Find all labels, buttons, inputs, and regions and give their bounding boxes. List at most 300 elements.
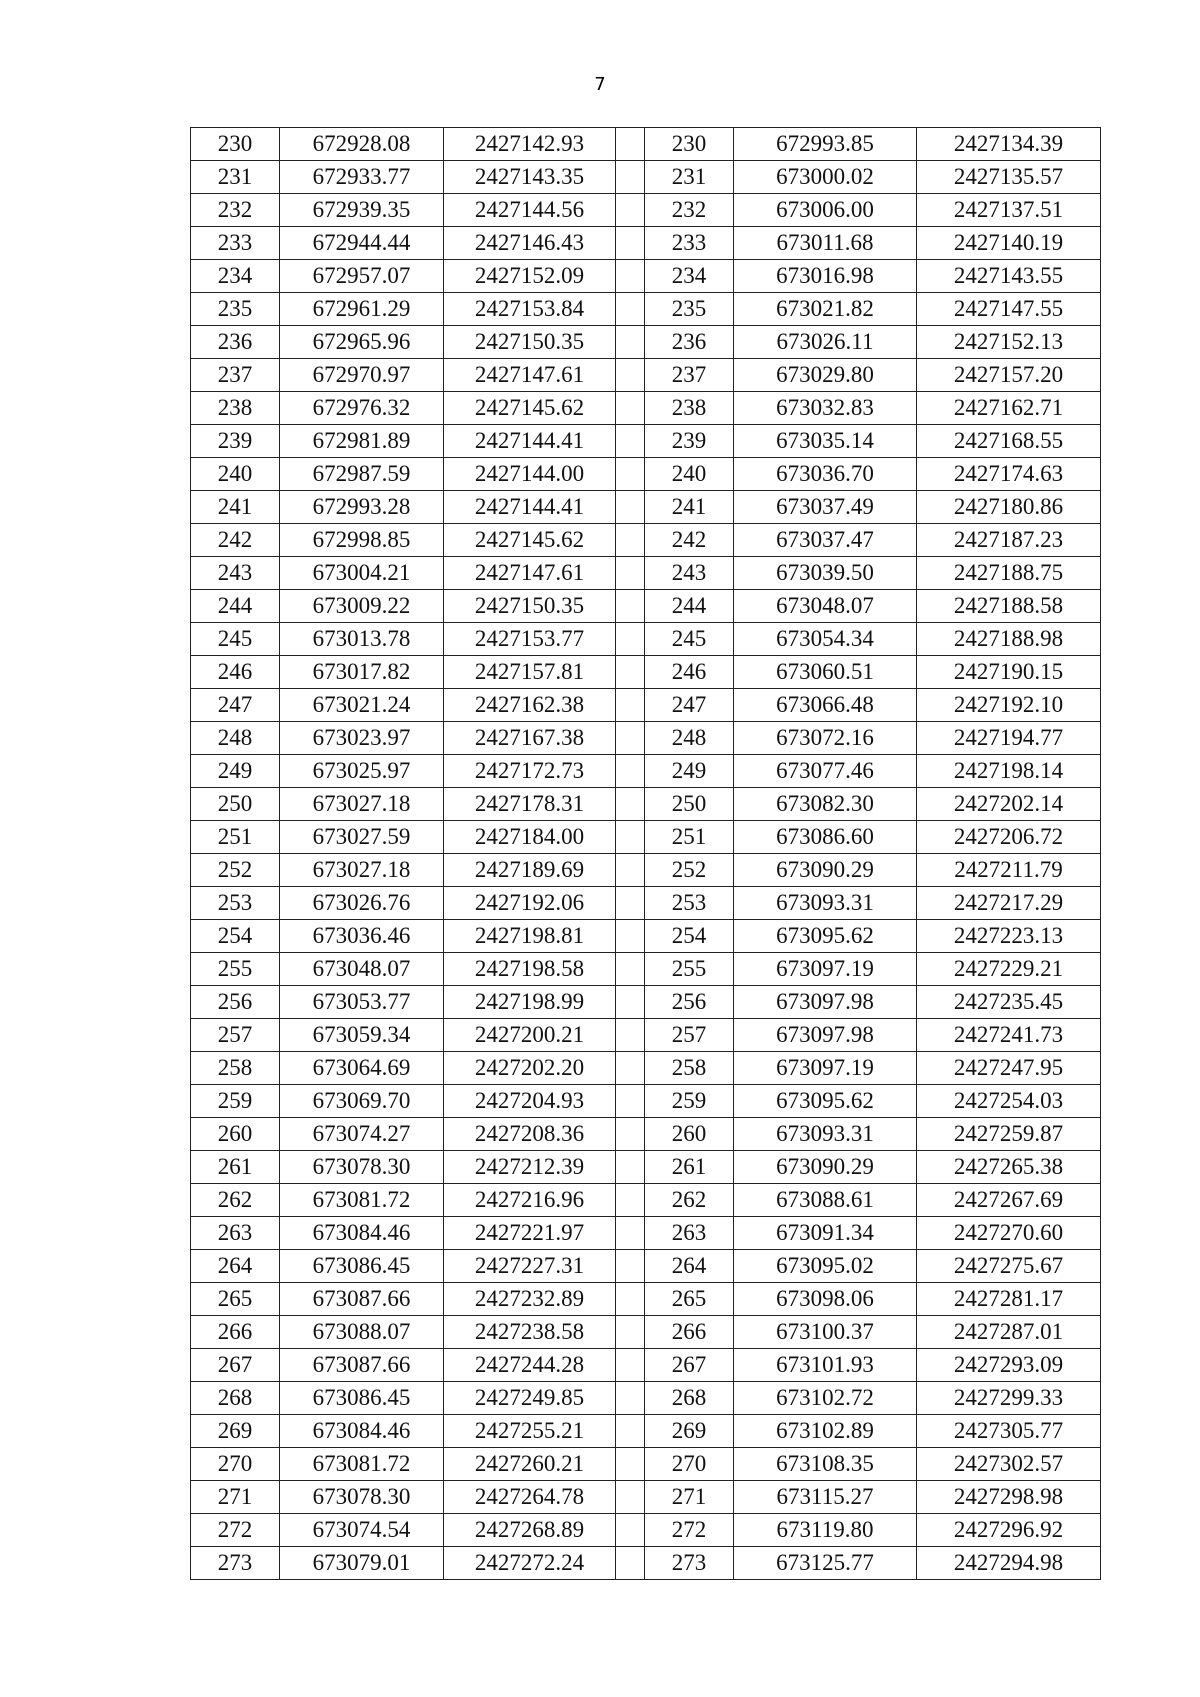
left-y-coordinate: 2427189.69 [444,854,616,887]
left-point-id: 244 [191,590,280,623]
right-y-coordinate: 2427152.13 [917,326,1101,359]
right-y-coordinate: 2427134.39 [917,128,1101,161]
separator-cell [616,1514,645,1547]
right-x-coordinate: 673108.35 [734,1448,917,1481]
left-x-coordinate: 672970.97 [280,359,444,392]
left-point-id: 255 [191,953,280,986]
right-point-id: 237 [645,359,734,392]
right-x-coordinate: 673066.48 [734,689,917,722]
table-row [191,722,1101,755]
right-x-coordinate: 673125.77 [734,1547,917,1580]
left-point-id: 259 [191,1085,280,1118]
right-x-coordinate: 673095.62 [734,920,917,953]
right-y-coordinate: 2427254.03 [917,1085,1101,1118]
left-point-id: 239 [191,425,280,458]
table-row [191,788,1101,821]
table-row [191,623,1101,656]
separator-cell [616,1118,645,1151]
right-point-id: 254 [645,920,734,953]
table-row [191,1514,1101,1547]
left-x-coordinate: 672928.08 [280,128,444,161]
left-x-coordinate: 673084.46 [280,1217,444,1250]
table-row [191,326,1101,359]
right-x-coordinate: 673021.82 [734,293,917,326]
left-x-coordinate: 673017.82 [280,656,444,689]
separator-cell [616,1283,645,1316]
left-x-coordinate: 673086.45 [280,1382,444,1415]
right-y-coordinate: 2427296.92 [917,1514,1101,1547]
right-x-coordinate: 673090.29 [734,1151,917,1184]
left-point-id: 235 [191,293,280,326]
separator-cell [616,1250,645,1283]
left-point-id: 240 [191,458,280,491]
right-x-coordinate: 673032.83 [734,392,917,425]
separator-cell [616,524,645,557]
right-y-coordinate: 2427293.09 [917,1349,1101,1382]
right-y-coordinate: 2427302.57 [917,1448,1101,1481]
separator-cell [616,1316,645,1349]
right-x-coordinate: 673016.98 [734,260,917,293]
right-point-id: 261 [645,1151,734,1184]
right-x-coordinate: 673006.00 [734,194,917,227]
right-y-coordinate: 2427188.75 [917,557,1101,590]
left-x-coordinate: 672961.29 [280,293,444,326]
right-point-id: 243 [645,557,734,590]
right-point-id: 269 [645,1415,734,1448]
left-x-coordinate: 673074.27 [280,1118,444,1151]
table-row [191,425,1101,458]
right-x-coordinate: 673026.11 [734,326,917,359]
right-point-id: 265 [645,1283,734,1316]
separator-cell [616,293,645,326]
right-point-id: 263 [645,1217,734,1250]
left-x-coordinate: 673074.54 [280,1514,444,1547]
left-y-coordinate: 2427147.61 [444,557,616,590]
separator-cell [616,227,645,260]
left-point-id: 254 [191,920,280,953]
left-x-coordinate: 672976.32 [280,392,444,425]
table-row [191,1151,1101,1184]
left-point-id: 260 [191,1118,280,1151]
left-point-id: 241 [191,491,280,524]
left-y-coordinate: 2427198.58 [444,953,616,986]
right-y-coordinate: 2427305.77 [917,1415,1101,1448]
left-y-coordinate: 2427147.61 [444,359,616,392]
left-y-coordinate: 2427238.58 [444,1316,616,1349]
left-point-id: 270 [191,1448,280,1481]
left-point-id: 247 [191,689,280,722]
table-row [191,491,1101,524]
left-y-coordinate: 2427221.97 [444,1217,616,1250]
right-x-coordinate: 673091.34 [734,1217,917,1250]
separator-cell [616,1151,645,1184]
left-y-coordinate: 2427146.43 [444,227,616,260]
right-y-coordinate: 2427137.51 [917,194,1101,227]
table-row [191,986,1101,1019]
left-x-coordinate: 673064.69 [280,1052,444,1085]
right-point-id: 246 [645,656,734,689]
right-x-coordinate: 673095.62 [734,1085,917,1118]
left-point-id: 273 [191,1547,280,1580]
right-y-coordinate: 2427192.10 [917,689,1101,722]
right-point-id: 258 [645,1052,734,1085]
table-row [191,128,1101,161]
table-row [191,1283,1101,1316]
left-point-id: 246 [191,656,280,689]
table-row [191,161,1101,194]
left-point-id: 231 [191,161,280,194]
left-point-id: 248 [191,722,280,755]
right-x-coordinate: 673029.80 [734,359,917,392]
left-point-id: 265 [191,1283,280,1316]
right-y-coordinate: 2427298.98 [917,1481,1101,1514]
left-point-id: 266 [191,1316,280,1349]
right-y-coordinate: 2427188.58 [917,590,1101,623]
separator-cell [616,425,645,458]
separator-cell [616,623,645,656]
left-x-coordinate: 673081.72 [280,1184,444,1217]
right-x-coordinate: 673101.93 [734,1349,917,1382]
left-point-id: 256 [191,986,280,1019]
right-x-coordinate: 672993.85 [734,128,917,161]
table-row [191,524,1101,557]
left-x-coordinate: 673026.76 [280,887,444,920]
left-point-id: 268 [191,1382,280,1415]
right-point-id: 251 [645,821,734,854]
right-point-id: 262 [645,1184,734,1217]
right-x-coordinate: 673000.02 [734,161,917,194]
separator-cell [616,854,645,887]
separator-cell [616,359,645,392]
table-row [191,293,1101,326]
separator-cell [616,755,645,788]
table-row [191,1448,1101,1481]
left-y-coordinate: 2427198.81 [444,920,616,953]
right-x-coordinate: 673077.46 [734,755,917,788]
right-point-id: 259 [645,1085,734,1118]
table-row [191,656,1101,689]
right-x-coordinate: 673093.31 [734,887,917,920]
separator-cell [616,194,645,227]
right-y-coordinate: 2427294.98 [917,1547,1101,1580]
right-point-id: 232 [645,194,734,227]
right-y-coordinate: 2427229.21 [917,953,1101,986]
right-y-coordinate: 2427223.13 [917,920,1101,953]
left-point-id: 236 [191,326,280,359]
right-point-id: 247 [645,689,734,722]
table-row [191,1118,1101,1151]
separator-cell [616,689,645,722]
table-row [191,458,1101,491]
separator-cell [616,458,645,491]
separator-cell [616,1382,645,1415]
table-row [191,590,1101,623]
separator-cell [616,1448,645,1481]
right-x-coordinate: 673037.47 [734,524,917,557]
left-x-coordinate: 672965.96 [280,326,444,359]
right-point-id: 249 [645,755,734,788]
right-x-coordinate: 673048.07 [734,590,917,623]
right-point-id: 248 [645,722,734,755]
left-x-coordinate: 673069.70 [280,1085,444,1118]
left-x-coordinate: 672939.35 [280,194,444,227]
right-point-id: 253 [645,887,734,920]
left-y-coordinate: 2427162.38 [444,689,616,722]
separator-cell [616,260,645,293]
left-y-coordinate: 2427150.35 [444,326,616,359]
table-row [191,557,1101,590]
left-x-coordinate: 672944.44 [280,227,444,260]
right-point-id: 256 [645,986,734,1019]
table-row [191,1184,1101,1217]
separator-cell [616,656,645,689]
page-number: 7 [594,74,606,95]
right-y-coordinate: 2427259.87 [917,1118,1101,1151]
table-row [191,755,1101,788]
right-x-coordinate: 673097.19 [734,953,917,986]
right-y-coordinate: 2427157.20 [917,359,1101,392]
separator-cell [616,1217,645,1250]
left-point-id: 269 [191,1415,280,1448]
left-point-id: 230 [191,128,280,161]
right-y-coordinate: 2427211.79 [917,854,1101,887]
right-point-id: 230 [645,128,734,161]
left-y-coordinate: 2427216.96 [444,1184,616,1217]
right-y-coordinate: 2427190.15 [917,656,1101,689]
left-x-coordinate: 673086.45 [280,1250,444,1283]
left-point-id: 243 [191,557,280,590]
left-y-coordinate: 2427192.06 [444,887,616,920]
right-point-id: 242 [645,524,734,557]
right-x-coordinate: 673115.27 [734,1481,917,1514]
left-y-coordinate: 2427178.31 [444,788,616,821]
right-y-coordinate: 2427247.95 [917,1052,1101,1085]
separator-cell [616,557,645,590]
right-point-id: 231 [645,161,734,194]
left-point-id: 252 [191,854,280,887]
left-x-coordinate: 673087.66 [280,1283,444,1316]
table-row [191,953,1101,986]
left-point-id: 237 [191,359,280,392]
right-y-coordinate: 2427174.63 [917,458,1101,491]
left-y-coordinate: 2427184.00 [444,821,616,854]
right-x-coordinate: 673037.49 [734,491,917,524]
left-point-id: 238 [191,392,280,425]
separator-cell [616,128,645,161]
separator-cell [616,1415,645,1448]
right-y-coordinate: 2427188.98 [917,623,1101,656]
right-point-id: 257 [645,1019,734,1052]
right-point-id: 268 [645,1382,734,1415]
table-row [191,359,1101,392]
left-point-id: 264 [191,1250,280,1283]
right-x-coordinate: 673082.30 [734,788,917,821]
left-y-coordinate: 2427227.31 [444,1250,616,1283]
left-point-id: 242 [191,524,280,557]
right-x-coordinate: 673093.31 [734,1118,917,1151]
left-y-coordinate: 2427145.62 [444,392,616,425]
left-y-coordinate: 2427202.20 [444,1052,616,1085]
right-y-coordinate: 2427187.23 [917,524,1101,557]
left-y-coordinate: 2427144.41 [444,425,616,458]
right-point-id: 234 [645,260,734,293]
right-y-coordinate: 2427168.55 [917,425,1101,458]
right-y-coordinate: 2427135.57 [917,161,1101,194]
right-y-coordinate: 2427198.14 [917,755,1101,788]
right-y-coordinate: 2427299.33 [917,1382,1101,1415]
separator-cell [616,1019,645,1052]
right-x-coordinate: 673095.02 [734,1250,917,1283]
right-y-coordinate: 2427206.72 [917,821,1101,854]
table-row [191,1217,1101,1250]
left-point-id: 272 [191,1514,280,1547]
separator-cell [616,788,645,821]
left-x-coordinate: 673009.22 [280,590,444,623]
left-point-id: 263 [191,1217,280,1250]
right-y-coordinate: 2427287.01 [917,1316,1101,1349]
coordinate-table [190,127,1101,1580]
right-x-coordinate: 673102.89 [734,1415,917,1448]
right-y-coordinate: 2427143.55 [917,260,1101,293]
left-x-coordinate: 673023.97 [280,722,444,755]
separator-cell [616,1052,645,1085]
left-y-coordinate: 2427264.78 [444,1481,616,1514]
left-x-coordinate: 673084.46 [280,1415,444,1448]
table-row [191,854,1101,887]
right-y-coordinate: 2427281.17 [917,1283,1101,1316]
left-y-coordinate: 2427144.00 [444,458,616,491]
left-y-coordinate: 2427144.56 [444,194,616,227]
table-row [191,1316,1101,1349]
right-x-coordinate: 673100.37 [734,1316,917,1349]
separator-cell [616,821,645,854]
right-x-coordinate: 673039.50 [734,557,917,590]
left-x-coordinate: 673053.77 [280,986,444,1019]
left-y-coordinate: 2427198.99 [444,986,616,1019]
left-y-coordinate: 2427142.93 [444,128,616,161]
left-x-coordinate: 673078.30 [280,1151,444,1184]
left-y-coordinate: 2427150.35 [444,590,616,623]
left-y-coordinate: 2427249.85 [444,1382,616,1415]
separator-cell [616,887,645,920]
left-x-coordinate: 673027.18 [280,788,444,821]
right-point-id: 236 [645,326,734,359]
left-point-id: 234 [191,260,280,293]
left-x-coordinate: 673078.30 [280,1481,444,1514]
right-point-id: 238 [645,392,734,425]
table-row [191,1019,1101,1052]
right-point-id: 233 [645,227,734,260]
table-row [191,821,1101,854]
left-y-coordinate: 2427157.81 [444,656,616,689]
table-row [191,887,1101,920]
left-x-coordinate: 672933.77 [280,161,444,194]
left-point-id: 262 [191,1184,280,1217]
left-y-coordinate: 2427255.21 [444,1415,616,1448]
left-x-coordinate: 673027.59 [280,821,444,854]
left-y-coordinate: 2427172.73 [444,755,616,788]
right-point-id: 264 [645,1250,734,1283]
left-x-coordinate: 673036.46 [280,920,444,953]
separator-cell [616,920,645,953]
right-x-coordinate: 673011.68 [734,227,917,260]
left-point-id: 253 [191,887,280,920]
left-y-coordinate: 2427244.28 [444,1349,616,1382]
right-x-coordinate: 673054.34 [734,623,917,656]
left-point-id: 249 [191,755,280,788]
left-point-id: 271 [191,1481,280,1514]
left-y-coordinate: 2427200.21 [444,1019,616,1052]
right-point-id: 273 [645,1547,734,1580]
table-row [191,689,1101,722]
table-row [191,1481,1101,1514]
right-point-id: 260 [645,1118,734,1151]
right-x-coordinate: 673088.61 [734,1184,917,1217]
right-y-coordinate: 2427147.55 [917,293,1101,326]
table-row [191,1415,1101,1448]
right-y-coordinate: 2427235.45 [917,986,1101,1019]
right-y-coordinate: 2427162.71 [917,392,1101,425]
right-point-id: 235 [645,293,734,326]
table-row [191,227,1101,260]
left-x-coordinate: 673088.07 [280,1316,444,1349]
right-point-id: 270 [645,1448,734,1481]
right-x-coordinate: 673072.16 [734,722,917,755]
right-y-coordinate: 2427140.19 [917,227,1101,260]
left-x-coordinate: 672993.28 [280,491,444,524]
table-row [191,260,1101,293]
separator-cell [616,392,645,425]
table-row [191,1382,1101,1415]
separator-cell [616,161,645,194]
left-y-coordinate: 2427153.77 [444,623,616,656]
left-x-coordinate: 673004.21 [280,557,444,590]
left-x-coordinate: 672987.59 [280,458,444,491]
left-y-coordinate: 2427143.35 [444,161,616,194]
right-x-coordinate: 673098.06 [734,1283,917,1316]
right-y-coordinate: 2427265.38 [917,1151,1101,1184]
left-point-id: 233 [191,227,280,260]
left-x-coordinate: 673059.34 [280,1019,444,1052]
separator-cell [616,1085,645,1118]
right-point-id: 241 [645,491,734,524]
right-point-id: 239 [645,425,734,458]
left-x-coordinate: 673048.07 [280,953,444,986]
left-point-id: 250 [191,788,280,821]
left-point-id: 245 [191,623,280,656]
right-x-coordinate: 673035.14 [734,425,917,458]
right-point-id: 272 [645,1514,734,1547]
separator-cell [616,326,645,359]
right-x-coordinate: 673036.70 [734,458,917,491]
left-x-coordinate: 672998.85 [280,524,444,557]
left-y-coordinate: 2427272.24 [444,1547,616,1580]
left-y-coordinate: 2427144.41 [444,491,616,524]
right-y-coordinate: 2427194.77 [917,722,1101,755]
left-y-coordinate: 2427204.93 [444,1085,616,1118]
right-point-id: 271 [645,1481,734,1514]
separator-cell [616,1547,645,1580]
left-x-coordinate: 673025.97 [280,755,444,788]
right-x-coordinate: 673097.98 [734,1019,917,1052]
right-y-coordinate: 2427241.73 [917,1019,1101,1052]
right-y-coordinate: 2427270.60 [917,1217,1101,1250]
left-point-id: 251 [191,821,280,854]
separator-cell [616,1349,645,1382]
right-x-coordinate: 673086.60 [734,821,917,854]
table-row [191,1349,1101,1382]
table-row [191,1547,1101,1580]
